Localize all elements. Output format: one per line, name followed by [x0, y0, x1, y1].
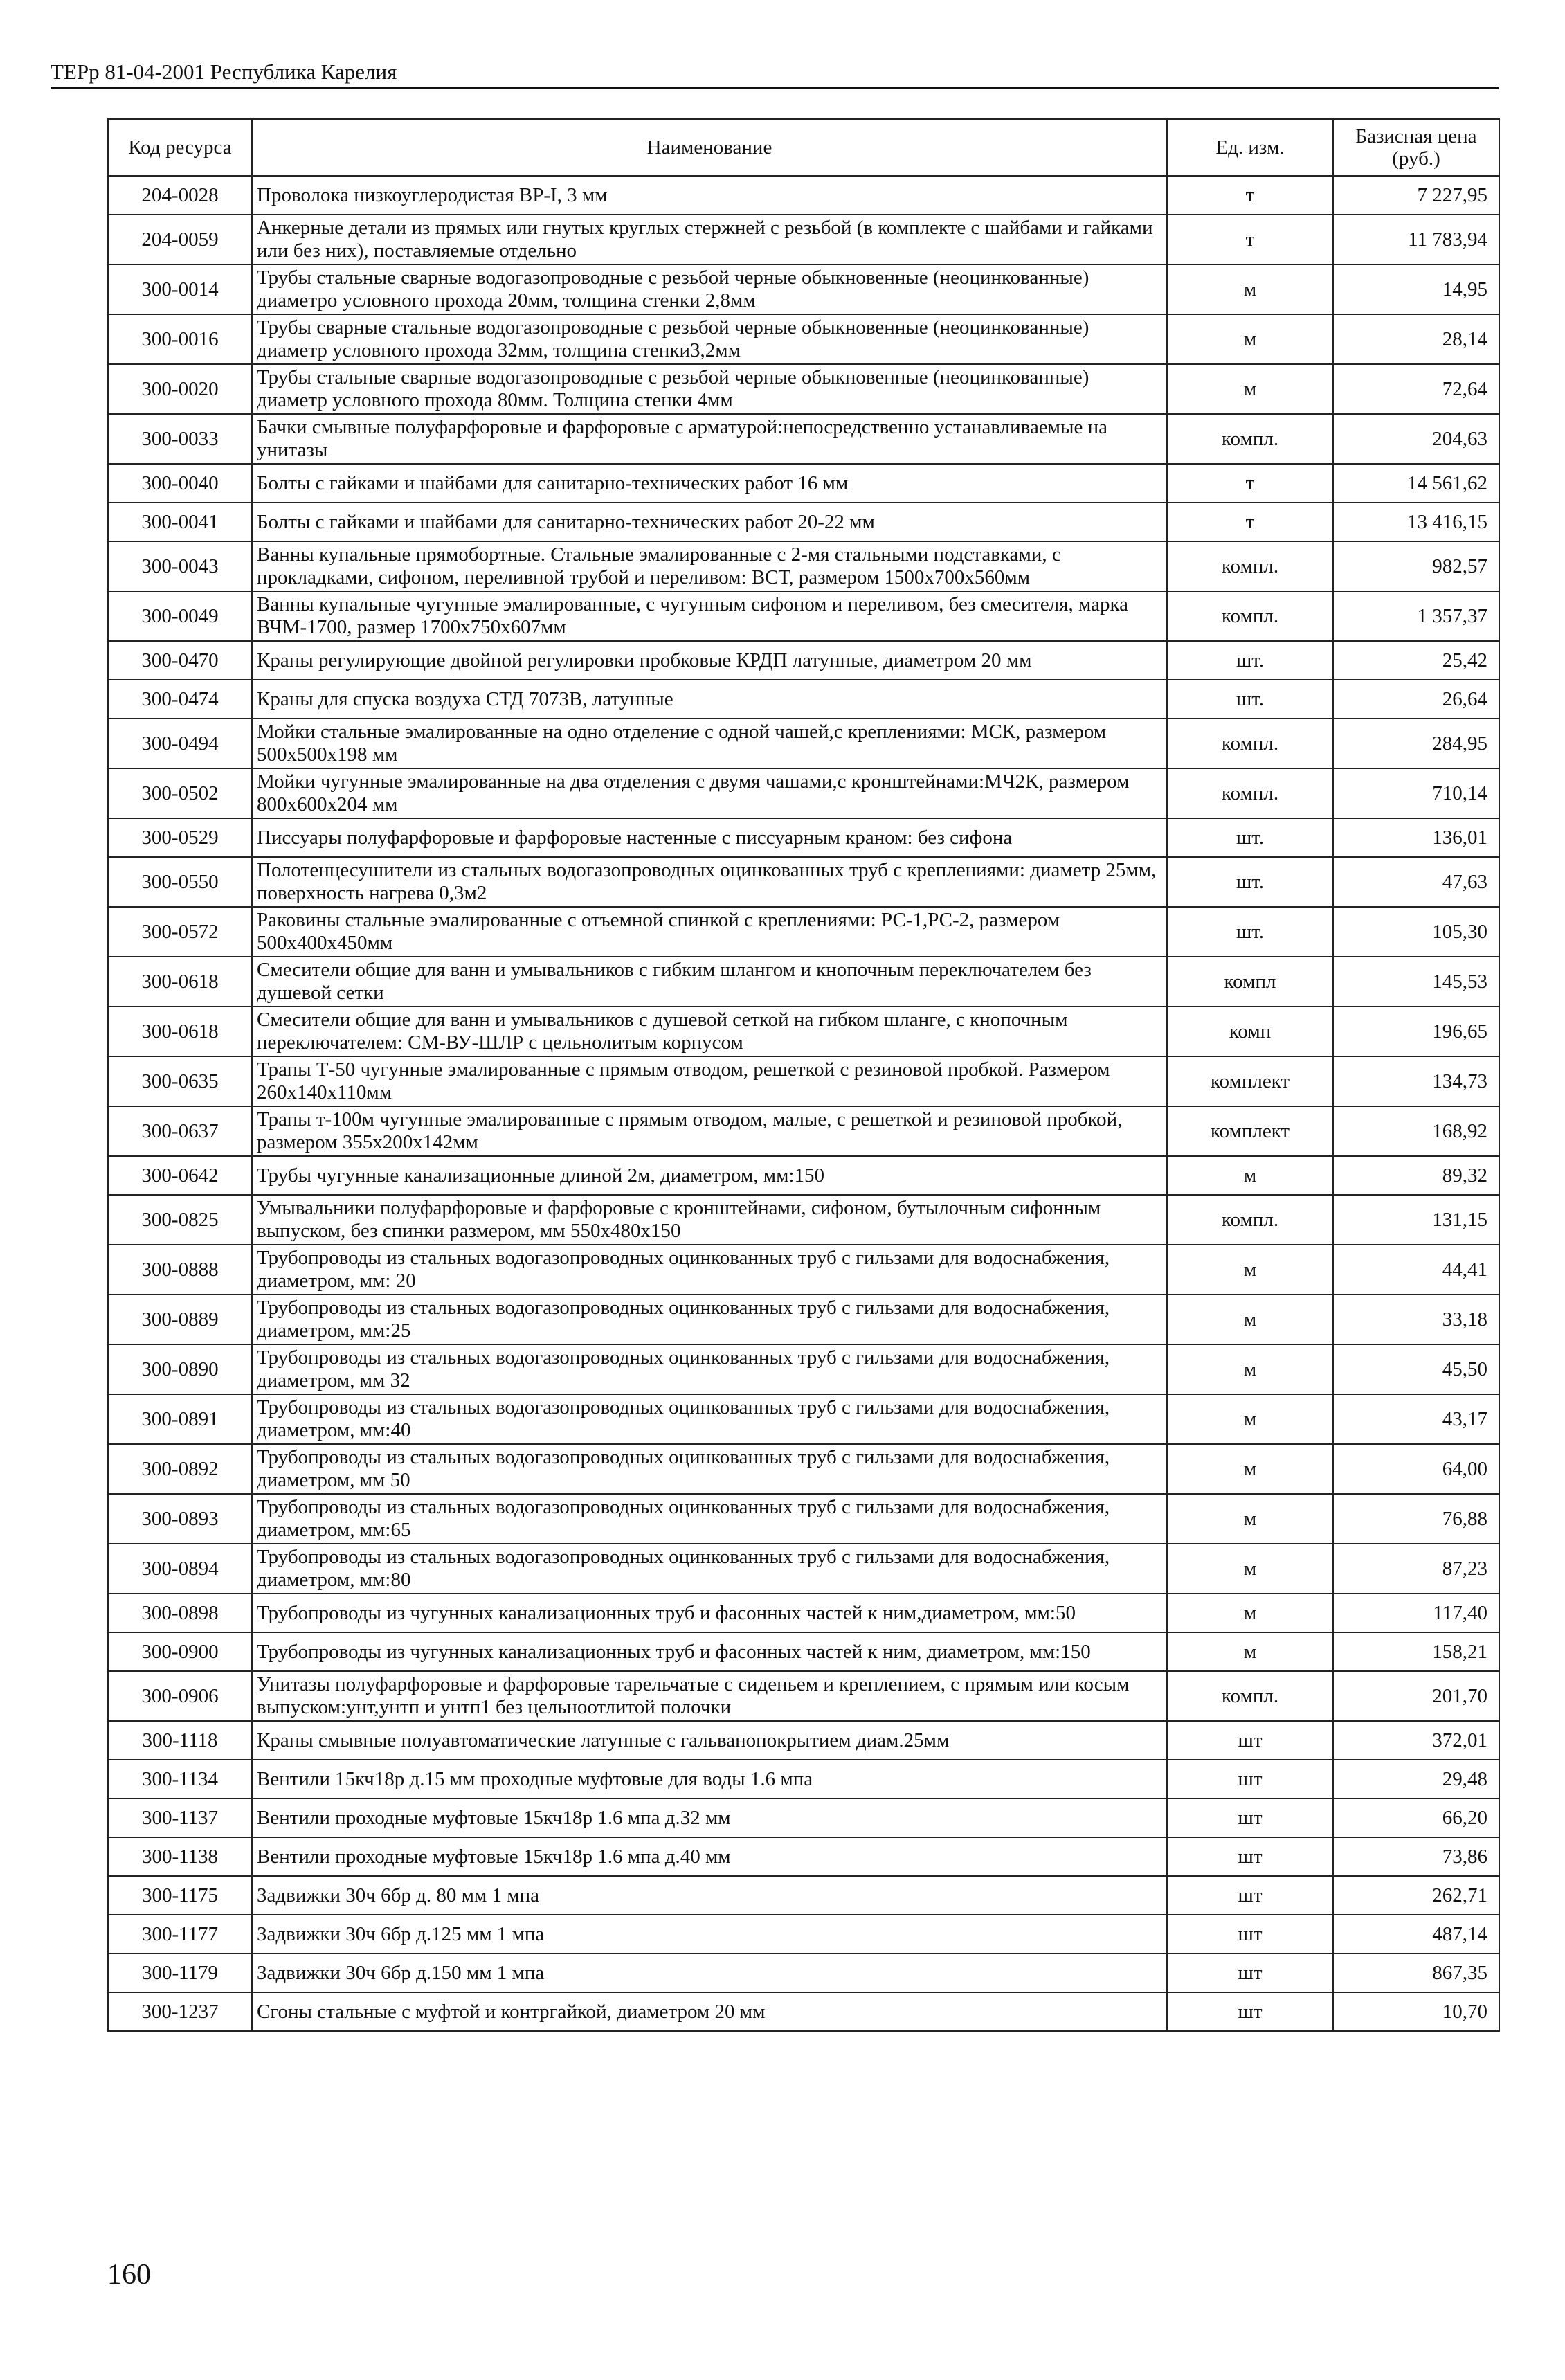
unit-cell: шт — [1167, 1798, 1333, 1837]
table-row — [108, 1798, 1499, 1837]
resource-name-cell: Анкерные детали из прямых или гнутых круглых стержней с резьбой (в комплекте с шайбами и гайками или без них), поставляемые отдельно — [252, 215, 1167, 264]
unit-cell: комплект — [1167, 1056, 1333, 1106]
resource-code-cell: 300-0016 — [108, 314, 252, 364]
resource-code-cell: 300-0893 — [108, 1494, 252, 1544]
table-row — [108, 176, 1499, 215]
base-price-cell: 45,50 — [1333, 1344, 1499, 1394]
resource-name-cell: Унитазы полуфарфоровые и фарфоровые тарельчатые с сиденьем и креплением, с прямым или косым выпуском:унт,унтп и унтп1 без цельноотлитой полочки — [252, 1671, 1167, 1721]
resource-code-cell: 300-0642 — [108, 1156, 252, 1195]
resource-name-cell: Вентили проходные муфтовые 15кч18р 1.6 мпа д.32 мм — [252, 1798, 1167, 1837]
base-price-cell: 11 783,94 — [1333, 215, 1499, 264]
unit-cell: комп — [1167, 1007, 1333, 1056]
resource-code-cell: 300-0494 — [108, 719, 252, 768]
table-row — [108, 464, 1499, 503]
base-price-cell: 25,42 — [1333, 641, 1499, 680]
unit-cell: шт. — [1167, 857, 1333, 907]
unit-cell: м — [1167, 1295, 1333, 1344]
resource-name-cell: Смесители общие для ванн и умывальников с душевой сеткой на гибком шланге, с кнопочным переключателем: СМ-ВУ-ШЛР с цельнолитым корпусом — [252, 1007, 1167, 1056]
unit-cell: т — [1167, 503, 1333, 541]
table-row — [108, 1394, 1499, 1444]
base-price-cell: 117,40 — [1333, 1594, 1499, 1632]
resource-name-cell: Ванны купальные прямобортные. Стальные эмалированные с 2-мя стальными подставками, с прокладками, сифоном, переливной трубой и переливом: ВСТ, размером 1500х700х560мм — [252, 541, 1167, 591]
table-row — [108, 1837, 1499, 1876]
resource-code-cell: 300-1137 — [108, 1798, 252, 1837]
resource-code-cell: 300-1134 — [108, 1760, 252, 1798]
unit-cell: шт — [1167, 1954, 1333, 1992]
base-price-cell: 47,63 — [1333, 857, 1499, 907]
table-row — [108, 1106, 1499, 1156]
table-row — [108, 818, 1499, 857]
resource-name-cell: Трубопроводы из стальных водогазопроводных оцинкованных труб с гильзами для водоснабжения, диаметром, мм:65 — [252, 1494, 1167, 1544]
resource-name-cell: Бачки смывные полуфарфоровые и фарфоровые с арматурой:непосредственно устанавливаемые на унитазы — [252, 414, 1167, 464]
page-header — [51, 60, 1499, 89]
resource-code-cell: 300-0529 — [108, 818, 252, 857]
column-header-unit: Ед. изм. — [1167, 119, 1333, 176]
unit-cell: т — [1167, 464, 1333, 503]
resource-code-cell: 204-0059 — [108, 215, 252, 264]
table-row — [108, 1195, 1499, 1245]
unit-cell: м — [1167, 1245, 1333, 1295]
resource-name-cell: Краны для спуска воздуха СТД 7073В, латунные — [252, 680, 1167, 719]
base-price-cell: 7 227,95 — [1333, 176, 1499, 215]
unit-cell: м — [1167, 1394, 1333, 1444]
unit-cell: м — [1167, 1594, 1333, 1632]
unit-cell: шт. — [1167, 818, 1333, 857]
table-row — [108, 1721, 1499, 1760]
resource-name-cell: Трапы т-100м чугунные эмалированные с прямым отводом, малые, с решеткой и резиновой пробкой, размером 355х200х142мм — [252, 1106, 1167, 1156]
resource-name-cell: Трапы Т-50 чугунные эмалированные с прямым отводом, решеткой с резиновой пробкой. Размером 260х140х110мм — [252, 1056, 1167, 1106]
unit-cell: шт — [1167, 1876, 1333, 1915]
resource-code-cell: 204-0028 — [108, 176, 252, 215]
unit-cell: м — [1167, 1632, 1333, 1671]
base-price-cell: 204,63 — [1333, 414, 1499, 464]
resource-code-cell: 300-1237 — [108, 1992, 252, 2031]
unit-cell: м — [1167, 264, 1333, 314]
document-title: ТЕРр 81-04-2001 Республика Карелия — [51, 60, 397, 84]
unit-cell: м — [1167, 364, 1333, 414]
unit-cell: м — [1167, 314, 1333, 364]
resource-name-cell: Задвижки 30ч 6бр д.150 мм 1 мпа — [252, 1954, 1167, 1992]
base-price-cell: 89,32 — [1333, 1156, 1499, 1195]
resource-code-cell: 300-1177 — [108, 1915, 252, 1954]
unit-cell: шт — [1167, 1837, 1333, 1876]
base-price-cell: 73,86 — [1333, 1837, 1499, 1876]
unit-cell: м — [1167, 1494, 1333, 1544]
resource-code-cell: 300-0892 — [108, 1444, 252, 1494]
table-row — [108, 1444, 1499, 1494]
unit-cell: м — [1167, 1444, 1333, 1494]
table-row — [108, 1344, 1499, 1394]
unit-cell: комплект — [1167, 1106, 1333, 1156]
resource-code-cell: 300-0635 — [108, 1056, 252, 1106]
unit-cell: шт — [1167, 1915, 1333, 1954]
base-price-cell: 26,64 — [1333, 680, 1499, 719]
resource-code-cell: 300-1118 — [108, 1721, 252, 1760]
resource-name-cell: Сгоны стальные с муфтой и контргайкой, диаметром 20 мм — [252, 1992, 1167, 2031]
table-row — [108, 314, 1499, 364]
resource-name-cell: Ванны купальные чугунные эмалированные, с чугунным сифоном и переливом, без смесителя, марка ВЧМ-1700, размер 1700х750х607мм — [252, 591, 1167, 641]
unit-cell: шт. — [1167, 907, 1333, 957]
resource-code-cell: 300-0618 — [108, 957, 252, 1007]
table-body — [108, 176, 1499, 2031]
table-row — [108, 591, 1499, 641]
table-row — [108, 768, 1499, 818]
table-row — [108, 957, 1499, 1007]
base-price-cell: 105,30 — [1333, 907, 1499, 957]
base-price-cell: 64,00 — [1333, 1444, 1499, 1494]
base-price-cell: 145,53 — [1333, 957, 1499, 1007]
resource-code-cell: 300-0014 — [108, 264, 252, 314]
resource-code-cell: 300-1175 — [108, 1876, 252, 1915]
resource-code-cell: 300-0618 — [108, 1007, 252, 1056]
resource-name-cell: Писсуары полуфарфоровые и фарфоровые настенные с писсуарным краном: без сифона — [252, 818, 1167, 857]
base-price-cell: 372,01 — [1333, 1721, 1499, 1760]
resource-name-cell: Полотенцесушители из стальных водогазопроводных оцинкованных труб с креплениями: диаметр 25мм, поверхность нагрева 0,3м2 — [252, 857, 1167, 907]
resource-code-cell: 300-1179 — [108, 1954, 252, 1992]
table-row — [108, 1494, 1499, 1544]
table-row — [108, 1156, 1499, 1195]
resource-code-cell: 300-0889 — [108, 1295, 252, 1344]
resource-name-cell: Вентили 15кч18р д.15 мм проходные муфтовые для воды 1.6 мпа — [252, 1760, 1167, 1798]
resource-code-cell: 300-0474 — [108, 680, 252, 719]
resource-name-cell: Краны смывные полуавтоматические латунные с гальванопокрытием диам.25мм — [252, 1721, 1167, 1760]
base-price-cell: 201,70 — [1333, 1671, 1499, 1721]
resource-name-cell: Задвижки 30ч 6бр д. 80 мм 1 мпа — [252, 1876, 1167, 1915]
table-row — [108, 1295, 1499, 1344]
base-price-cell: 262,71 — [1333, 1876, 1499, 1915]
base-price-cell: 982,57 — [1333, 541, 1499, 591]
unit-cell: т — [1167, 176, 1333, 215]
table-header-row — [108, 119, 1499, 176]
resource-name-cell: Болты с гайками и шайбами для санитарно-технических работ 20-22 мм — [252, 503, 1167, 541]
base-price-cell: 14,95 — [1333, 264, 1499, 314]
base-price-cell: 33,18 — [1333, 1295, 1499, 1344]
resource-code-cell: 300-0033 — [108, 414, 252, 464]
resource-name-cell: Задвижки 30ч 6бр д.125 мм 1 мпа — [252, 1915, 1167, 1954]
unit-cell: компл. — [1167, 414, 1333, 464]
base-price-cell: 29,48 — [1333, 1760, 1499, 1798]
resource-name-cell: Трубопроводы из стальных водогазопроводных оцинкованных труб с гильзами для водоснабжения, диаметром, мм 50 — [252, 1444, 1167, 1494]
base-price-cell: 14 561,62 — [1333, 464, 1499, 503]
base-price-cell: 76,88 — [1333, 1494, 1499, 1544]
resource-code-cell: 300-0502 — [108, 768, 252, 818]
base-price-cell: 168,92 — [1333, 1106, 1499, 1156]
base-price-cell: 66,20 — [1333, 1798, 1499, 1837]
table-row — [108, 1876, 1499, 1915]
unit-cell: компл. — [1167, 1671, 1333, 1721]
resource-name-cell: Трубы стальные сварные водогазопроводные с резьбой черные обыкновенные (неоцинкованные) диаметр условного прохода 80мм. Толщина стенки 4мм — [252, 364, 1167, 414]
resource-name-cell: Проволока низкоуглеродистая ВР-I, 3 мм — [252, 176, 1167, 215]
resource-name-cell: Вентили проходные муфтовые 15кч18р 1.6 мпа д.40 мм — [252, 1837, 1167, 1876]
resource-name-cell: Болты с гайками и шайбами для санитарно-технических работ 16 мм — [252, 464, 1167, 503]
resource-code-cell: 300-0825 — [108, 1195, 252, 1245]
unit-cell: компл. — [1167, 719, 1333, 768]
table-row — [108, 907, 1499, 957]
table-row — [108, 719, 1499, 768]
table-row — [108, 503, 1499, 541]
unit-cell: м — [1167, 1156, 1333, 1195]
resource-name-cell: Мойки стальные эмалированные на одно отделение с одной чашей,с креплениями: МСК, размером 500х500х198 мм — [252, 719, 1167, 768]
resource-name-cell: Трубы стальные сварные водогазопроводные с резьбой черные обыкновенные (неоцинкованные) диаметро условного прохода 20мм, толщина стенки 2,8мм — [252, 264, 1167, 314]
base-price-cell: 72,64 — [1333, 364, 1499, 414]
table-row — [108, 857, 1499, 907]
unit-cell: компл. — [1167, 768, 1333, 818]
resource-name-cell: Трубопроводы из стальных водогазопроводных оцинкованных труб с гильзами для водоснабжения, диаметром, мм: 20 — [252, 1245, 1167, 1295]
table-row — [108, 541, 1499, 591]
resource-code-cell: 300-0637 — [108, 1106, 252, 1156]
resource-name-cell: Трубопроводы из стальных водогазопроводных оцинкованных труб с гильзами для водоснабжения, диаметром, мм:25 — [252, 1295, 1167, 1344]
resource-name-cell: Трубопроводы из стальных водогазопроводных оцинкованных труб с гильзами для водоснабжения, диаметром, мм:40 — [252, 1394, 1167, 1444]
table-row — [108, 1594, 1499, 1632]
unit-cell: шт — [1167, 1721, 1333, 1760]
column-header-code: Код ресурса — [108, 119, 252, 176]
table-row — [108, 1954, 1499, 1992]
resource-code-cell: 300-1138 — [108, 1837, 252, 1876]
table-row — [108, 1056, 1499, 1106]
resource-code-cell: 300-0898 — [108, 1594, 252, 1632]
base-price-cell: 158,21 — [1333, 1632, 1499, 1671]
resource-code-cell: 300-0888 — [108, 1245, 252, 1295]
resource-name-cell: Трубопроводы из стальных водогазопроводных оцинкованных труб с гильзами для водоснабжения, диаметром, мм:80 — [252, 1544, 1167, 1594]
resource-name-cell: Умывальники полуфарфоровые и фарфоровые с кронштейнами, сифоном, бутылочным сифонным выпуском, без спинки размером, мм 550х480х150 — [252, 1195, 1167, 1245]
base-price-cell: 284,95 — [1333, 719, 1499, 768]
table-row — [108, 1671, 1499, 1721]
resource-name-cell: Краны регулирующие двойной регулировки пробковые КРДП латунные, диаметром 20 мм — [252, 641, 1167, 680]
resource-code-cell: 300-0041 — [108, 503, 252, 541]
table-row — [108, 1760, 1499, 1798]
unit-cell: т — [1167, 215, 1333, 264]
table-header — [108, 119, 1499, 176]
resource-name-cell: Трубопроводы из стальных водогазопроводных оцинкованных труб с гильзами для водоснабжения, диаметром, мм 32 — [252, 1344, 1167, 1394]
unit-cell: шт. — [1167, 641, 1333, 680]
resource-code-cell: 300-0040 — [108, 464, 252, 503]
unit-cell: компл. — [1167, 591, 1333, 641]
column-header-price: Базисная цена (руб.) — [1333, 119, 1499, 176]
unit-cell: шт — [1167, 1992, 1333, 2031]
resource-price-table — [107, 118, 1500, 2032]
resource-name-cell: Трубопроводы из чугунных канализационных труб и фасонных частей к ним, диаметром, мм:150 — [252, 1632, 1167, 1671]
unit-cell: компл — [1167, 957, 1333, 1007]
resource-name-cell: Трубопроводы из чугунных канализационных труб и фасонных частей к ним,диаметром, мм:50 — [252, 1594, 1167, 1632]
table-row — [108, 1007, 1499, 1056]
resource-name-cell: Раковины стальные эмалированные с отъемной спинкой с креплениями: РС-1,РС-2, размером 500х400х450мм — [252, 907, 1167, 957]
base-price-cell: 131,15 — [1333, 1195, 1499, 1245]
base-price-cell: 196,65 — [1333, 1007, 1499, 1056]
table-row — [108, 1544, 1499, 1594]
resource-code-cell: 300-0894 — [108, 1544, 252, 1594]
table-row — [108, 641, 1499, 680]
base-price-cell: 136,01 — [1333, 818, 1499, 857]
resource-code-cell: 300-0470 — [108, 641, 252, 680]
base-price-cell: 710,14 — [1333, 768, 1499, 818]
base-price-cell: 43,17 — [1333, 1394, 1499, 1444]
unit-cell: компл. — [1167, 1195, 1333, 1245]
page-number: 160 — [107, 2259, 151, 2291]
resource-name-cell: Мойки чугунные эмалированные на два отделения с двумя чашами,с кронштейнами:МЧ2К, размером 800х600х204 мм — [252, 768, 1167, 818]
resource-code-cell: 300-0043 — [108, 541, 252, 591]
resource-code-cell: 300-0572 — [108, 907, 252, 957]
resource-code-cell: 300-0550 — [108, 857, 252, 907]
resource-name-cell: Трубы сварные стальные водогазопроводные с резьбой черные обыкновенные (неоцинкованные) диаметр условного прохода 32мм, толщина стенки3,2мм — [252, 314, 1167, 364]
base-price-cell: 867,35 — [1333, 1954, 1499, 1992]
table-row — [108, 1992, 1499, 2031]
table-row — [108, 1245, 1499, 1295]
resource-code-cell: 300-0049 — [108, 591, 252, 641]
resource-code-cell: 300-0891 — [108, 1394, 252, 1444]
table-row — [108, 680, 1499, 719]
base-price-cell: 28,14 — [1333, 314, 1499, 364]
base-price-cell: 13 416,15 — [1333, 503, 1499, 541]
unit-cell: шт. — [1167, 680, 1333, 719]
unit-cell: м — [1167, 1544, 1333, 1594]
table-row — [108, 414, 1499, 464]
table-row — [108, 1632, 1499, 1671]
resource-code-cell: 300-0906 — [108, 1671, 252, 1721]
unit-cell: м — [1167, 1344, 1333, 1394]
base-price-cell: 1 357,37 — [1333, 591, 1499, 641]
unit-cell: шт — [1167, 1760, 1333, 1798]
column-header-name: Наименование — [252, 119, 1167, 176]
resource-name-cell: Трубы чугунные канализационные длиной 2м, диаметром, мм:150 — [252, 1156, 1167, 1195]
resource-code-cell: 300-0020 — [108, 364, 252, 414]
table-row — [108, 1915, 1499, 1954]
resource-code-cell: 300-0890 — [108, 1344, 252, 1394]
base-price-cell: 487,14 — [1333, 1915, 1499, 1954]
table-row — [108, 215, 1499, 264]
table-row — [108, 364, 1499, 414]
resource-name-cell: Смесители общие для ванн и умывальников с гибким шлангом и кнопочным переключателем без душевой сетки — [252, 957, 1167, 1007]
base-price-cell: 134,73 — [1333, 1056, 1499, 1106]
base-price-cell: 10,70 — [1333, 1992, 1499, 2031]
resource-code-cell: 300-0900 — [108, 1632, 252, 1671]
base-price-cell: 44,41 — [1333, 1245, 1499, 1295]
table-row — [108, 264, 1499, 314]
base-price-cell: 87,23 — [1333, 1544, 1499, 1594]
unit-cell: компл. — [1167, 541, 1333, 591]
